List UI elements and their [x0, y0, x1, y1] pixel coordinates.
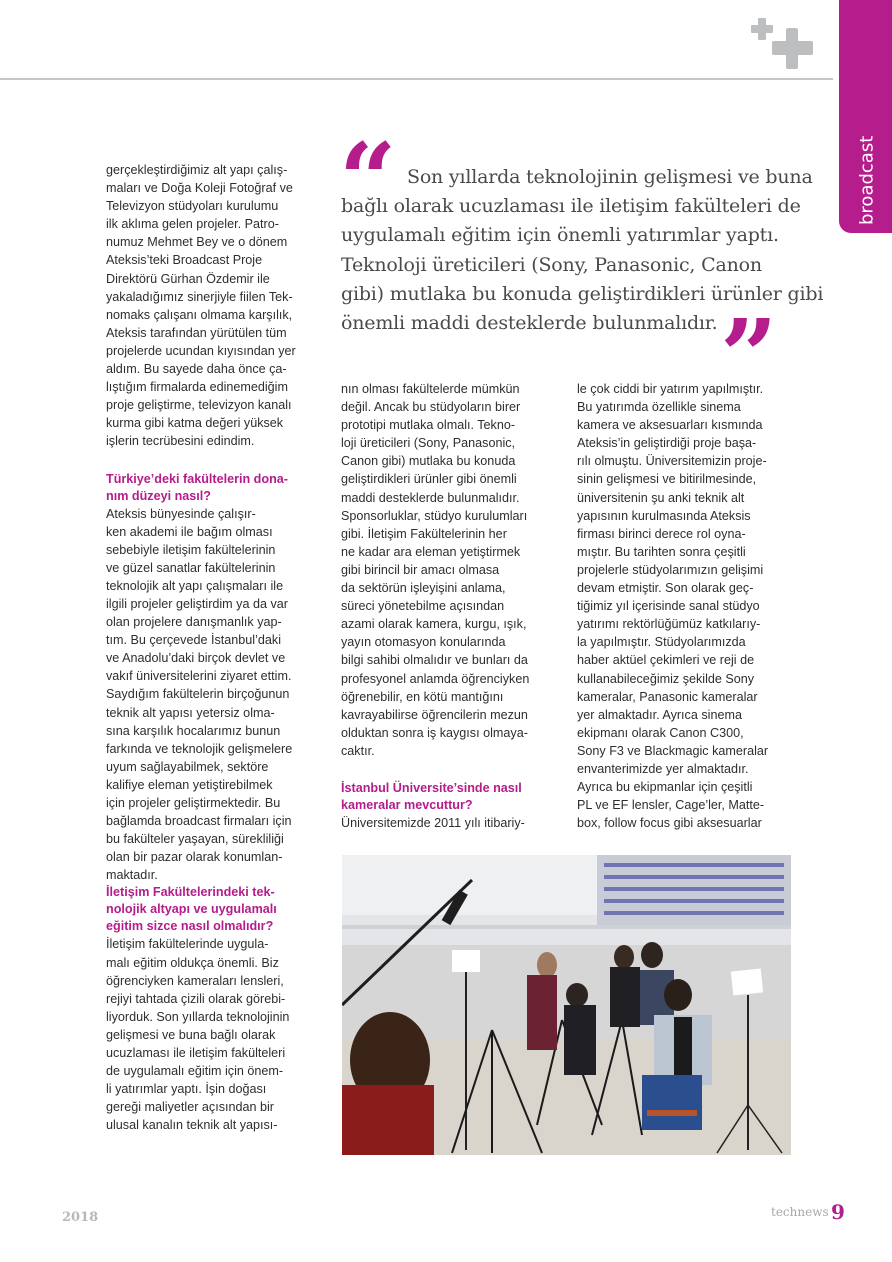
- text-line: Ateksis tarafından yürütülen tüm: [106, 325, 287, 340]
- text-line: üniversitenin şu anki teknik alt: [577, 490, 745, 505]
- text-line: lıştığım firmalarda edinemediğim: [106, 380, 288, 395]
- text-line: Direktörü Gürhan Özdemir ile: [106, 271, 270, 286]
- text-line: ulusal kanalın teknik alt yapısı-: [106, 1118, 278, 1133]
- text-line: la yapılmıştır. Stüdyolarımızda: [577, 635, 746, 650]
- text-line: sına karşılık hocalarımız bunun: [106, 723, 281, 738]
- text-line: numuz Mehmet Bey ve o dönem: [106, 235, 288, 250]
- text-line: Bu yatırımda özellikle sinema: [577, 400, 741, 415]
- text-line: loji üreticileri (Sony, Panasonic,: [341, 436, 516, 451]
- text-line: envanterimizde yer almaktadır.: [577, 761, 749, 776]
- text-line: profesyonel anlamda öğrenciyken: [341, 671, 530, 686]
- text-line: projelerle stüdyolarımızın gelişimi: [577, 562, 764, 577]
- text-line: ilk aklıma gelen projeler. Patro-: [106, 217, 279, 232]
- photo-illustration: [342, 855, 791, 1155]
- text-line: maktadır.: [106, 868, 158, 883]
- text-line: Ayrıca bu ekipmanlar için çeşitli: [577, 780, 753, 795]
- text-line: haber aktüel çekimleri ve reji de: [577, 653, 755, 668]
- body-paragraph: [106, 505, 326, 885]
- text-line: tım. Bu çerçevede İstanbul’daki: [106, 633, 282, 648]
- text-line: İletişim Fakültelerindeki tek-: [106, 885, 275, 900]
- text-line: geliştirdikleri ürünler gibi önemli: [341, 472, 517, 487]
- text-line: teknolojik alt yapı çalışmaları ile: [106, 578, 284, 593]
- text-line: kamera ve aksesuarları kısmında: [577, 418, 763, 433]
- pull-quote-line: Son yıllarda teknolojinin gelişmesi ve buna: [407, 166, 813, 188]
- text-line: işlerin tecrübesini edindim.: [106, 434, 255, 449]
- page-number: 9: [831, 1200, 845, 1224]
- logo-plus-small-icon-bar: [751, 25, 773, 33]
- pull-quote-line: uygulamalı eğitim için önemli yatırımlar yaptı.: [341, 224, 779, 247]
- text-line: ne kadar ara eleman yetiştirmek: [341, 544, 521, 559]
- text-line: Saydığım fakültelerin birçoğunun: [106, 687, 290, 702]
- text-line: box, follow focus gibi aksesuarlar: [577, 816, 762, 831]
- section-heading: [106, 471, 326, 505]
- text-line: yapısının kurulmasında Ateksis: [577, 508, 751, 523]
- text-line: projelerde ucundan kıyısından yer: [106, 343, 296, 358]
- text-line: değil. Ancak bu stüdyoların birer: [341, 400, 521, 415]
- text-line: gelişmesi ve buna bağlı olarak: [106, 1027, 276, 1042]
- text-line: tiğimiz yıl içerisinde sanal stüdyo: [577, 599, 760, 614]
- text-line: yakaladığımız sinerjiyle fiilen Tek-: [106, 289, 293, 304]
- body-paragraph: [341, 380, 563, 760]
- text-line: süreci yönetebilme açısından: [341, 599, 505, 614]
- text-line: gereği maliyetler açısından bir: [106, 1100, 274, 1115]
- logo-plus-large-icon-bar: [772, 41, 813, 55]
- text-line: olan bir pazar olarak konumlan-: [106, 850, 283, 865]
- section-heading: [106, 884, 326, 935]
- text-line: prototipi mutlaka olmalı. Tekno-: [341, 418, 516, 433]
- text-line: sinin gelişmesi ve bitirilmesinde,: [577, 472, 757, 487]
- text-line: bağlamda broadcast firmaları için: [106, 814, 292, 829]
- open-quote-icon: “: [339, 121, 397, 239]
- article-column-3: [577, 380, 799, 832]
- text-line: Ateksis’in geliştirdiği proje başa-: [577, 436, 757, 451]
- text-line: de uygulamalı eğitim için önem-: [106, 1064, 284, 1079]
- text-line: maddi desteklerde bulunmalıdır.: [341, 490, 520, 505]
- text-line: ucuzlaması ile iletişim fakülteleri: [106, 1046, 286, 1061]
- text-line: Sony F3 ve Blackmagic kameralar: [577, 743, 769, 758]
- text-line: Televizyon stüdyoları kurulumu: [106, 199, 279, 214]
- text-line: Ateksis bünyesinde çalışır-: [106, 506, 256, 521]
- text-line: farkında ve teknolojik gelişmelere: [106, 741, 293, 756]
- article-column-1: [106, 161, 326, 1135]
- text-line: liyorduk. Son yıllarda teknolojinin: [106, 1009, 290, 1024]
- article-photo: [342, 855, 791, 1155]
- text-line: kameralar mevcuttur?: [341, 797, 473, 812]
- pull-quote-line: önemli maddi desteklerde bulunmalıdır.: [341, 312, 718, 335]
- text-line: mıştır. Bu tarihten sonra çeşitli: [577, 544, 746, 559]
- text-line: PL ve EF lensler, Cage’ler, Matte-: [577, 798, 765, 813]
- body-paragraph: [577, 380, 799, 832]
- text-line: rejiyi tahtada çizili olarak görebi-: [106, 991, 286, 1006]
- footer-year: 2018: [62, 1210, 99, 1225]
- text-line: sebebiyle iletişim fakültelerinin: [106, 542, 276, 557]
- text-line: İletişim fakültelerinde uygula-: [106, 937, 269, 952]
- section-tab: [839, 0, 892, 233]
- text-line: da sektörün işleyişini anlama,: [341, 581, 506, 596]
- text-line: uyum sağlayabilmek, sektöre: [106, 759, 269, 774]
- text-line: kalifiye eleman yetiştirebilmek: [106, 777, 273, 792]
- text-line: İstanbul Üniversite’sinde nasıl: [341, 780, 522, 795]
- text-line: vakıf üniversitelerini ziyaret ettim.: [106, 669, 292, 684]
- text-line: bilgi sahibi olmalıdır ve bunları da: [341, 653, 528, 668]
- footer-brand: technews: [771, 1205, 829, 1219]
- text-line: azami olarak kamera, kurgu, ışık,: [341, 617, 527, 632]
- text-line: Sponsorluklar, stüdyo kurulumları: [341, 508, 528, 523]
- text-line: eğitim sizce nasıl olmalıdır?: [106, 919, 274, 934]
- text-line: nım düzeyi nasıl?: [106, 488, 211, 503]
- pull-quote-line: gibi) mutlaka bu konuda geliştirdikleri ürünler gibi: [341, 282, 824, 305]
- pull-quote-line: Teknoloji üreticileri (Sony, Panasonic, Canon: [341, 253, 762, 276]
- text-line: nolojik altyapı ve uygulamalı: [106, 902, 277, 917]
- section-heading: [341, 780, 563, 814]
- text-line: caktır.: [341, 743, 375, 758]
- text-line: olan projelere danışmanlık yap-: [106, 615, 282, 630]
- text-line: maları ve Doğa Koleji Fotoğraf ve: [106, 181, 293, 196]
- text-line: ekipmanı olarak Canon C300,: [577, 725, 744, 740]
- text-line: ve Anadolu’daki birçok devlet ve: [106, 651, 286, 666]
- text-line: nomaks çalışanı olmama karşılık,: [106, 307, 293, 322]
- text-line: gerçekleştirdiğimiz alt yapı çalış-: [106, 163, 288, 177]
- text-line: rılı olmuştu. Üniversitemizin proje-: [577, 454, 767, 469]
- text-line: aldım. Bu sayede daha önce ça-: [106, 362, 287, 377]
- text-line: le çok ciddi bir yatırım yapılmıştır.: [577, 382, 764, 396]
- text-line: olduktan sonra iş kaygısı olmaya-: [341, 725, 528, 740]
- text-line: ilgili projeler geliştirdim ya da var: [106, 596, 288, 611]
- header-divider: [0, 78, 833, 80]
- body-paragraph: [106, 935, 326, 1134]
- text-line: yer almaktadır. Ayrıca sinema: [577, 707, 742, 722]
- text-line: öğrenebilir, en kötü mantığını: [341, 689, 504, 704]
- text-line: ken akademi ile bağım olması: [106, 524, 273, 539]
- text-line: malı eğitim oldukça önemli. Biz: [106, 955, 279, 970]
- text-line: kurma gibi katma değeri yüksek: [106, 416, 284, 431]
- text-line: firması birinci derece rol oyna-: [577, 526, 746, 541]
- text-line: nın olması fakültelerde mümkün: [341, 382, 520, 396]
- text-line: bu fakülteler yaşayan, sürekliliği: [106, 832, 284, 847]
- close-quote-icon: ”: [720, 297, 778, 415]
- body-paragraph: [106, 161, 326, 451]
- text-line: Ateksis’teki Broadcast Proje: [106, 253, 263, 268]
- text-line: için projeler geliştirmektedir. Bu: [106, 796, 281, 810]
- text-line: Canon gibi) mutlaka bu konuda: [341, 454, 516, 469]
- text-line: ve güzel sanatlar fakültelerinin: [106, 560, 276, 575]
- article-column-2: [341, 380, 563, 832]
- text-line: Üniversitemizde 2011 yılı itibariy-: [341, 815, 525, 830]
- text-line: gibi birincil bir amacı olmasa: [341, 562, 500, 577]
- text-line: gibi. İletişim Fakültelerinin her: [341, 526, 507, 541]
- pull-quote-line: bağlı olarak ucuzlaması ile iletişim fakülteleri de: [341, 195, 801, 218]
- text-line: li yatırımlar yaptı. İşin doğası: [106, 1082, 267, 1097]
- section-tab-label: broadcast: [856, 135, 878, 225]
- body-paragraph: [341, 814, 563, 832]
- text-line: teknik alt yapısı yetersiz olma-: [106, 705, 275, 720]
- text-line: kavrayabilirse öğrencilerin mezun: [341, 707, 528, 722]
- text-line: yayın otomasyon konularında: [341, 635, 506, 650]
- text-line: öğrenciyken kameraları lensleri,: [106, 973, 284, 988]
- text-line: kullanabileceğimiz şekilde Sony: [577, 671, 755, 686]
- text-line: proje geliştirme, televizyon kanalı: [106, 398, 292, 413]
- text-line: yatırımı rektörlüğümüz katkılarıy-: [577, 617, 761, 632]
- text-line: devam etmiştir. Son olarak geç-: [577, 581, 754, 596]
- text-line: kameralar, Panasonic kameralar: [577, 689, 758, 704]
- text-line: Türkiye’deki fakültelerin dona-: [106, 471, 288, 486]
